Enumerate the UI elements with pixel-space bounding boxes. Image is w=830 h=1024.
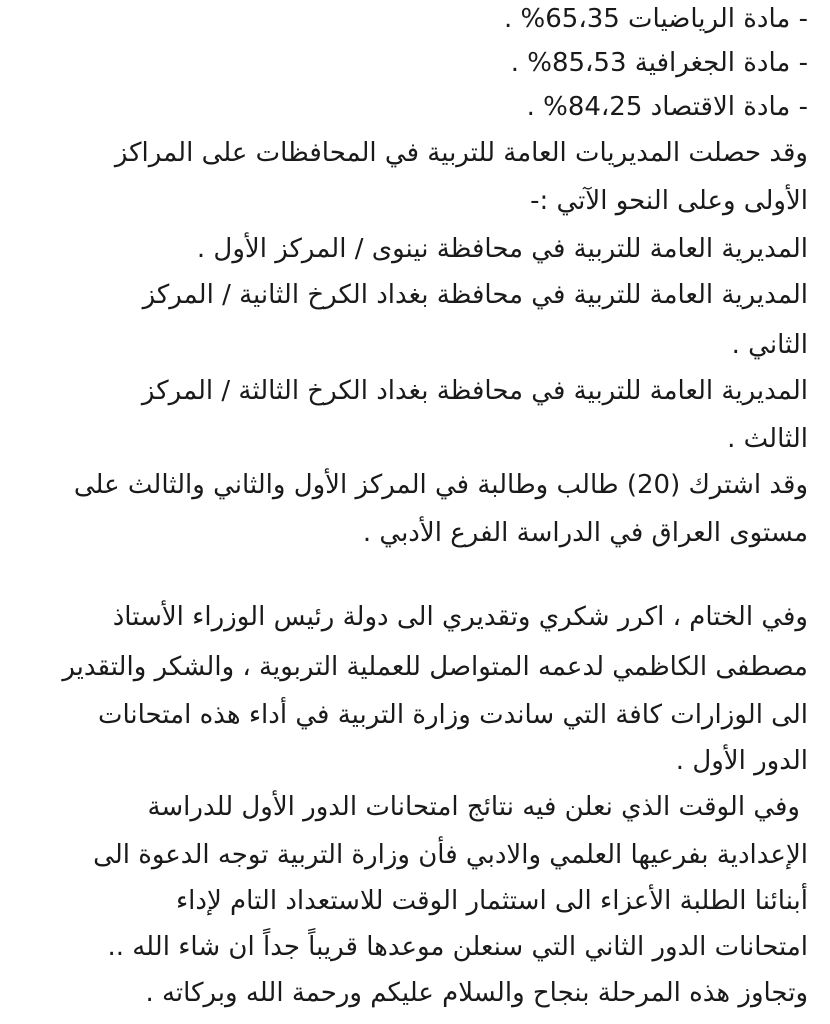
paragraph-line: أبنائنا الطلبة الأعزاء الى استثمار الوقت للاستعداد التام لإداء [175,886,808,916]
paragraph-line: الأولى وعلى النحو الآتي :- [530,186,808,216]
paragraph-line: المديرية العامة للتربية في محافظة نينوى / المركز الأول . [196,234,808,264]
paragraph-line: وفي الختام ، اكرر شكري وتقديري الى دولة رئيس الوزراء الأستاذ [112,602,808,632]
paragraph-line: مصطفى الكاظمي لدعمه المتواصل للعملية التربوية ، والشكر والتقدير [62,652,808,682]
paragraph-line: وقد اشترك (20) طالب وطالبة في المركز الأول والثاني والثالث على [73,470,808,500]
paragraph-line: امتحانات الدور الثاني التي سنعلن موعدها قريباً جداً ان شاء الله .. [107,932,808,962]
paragraph-line: المديرية العامة للتربية في محافظة بغداد الكرخ الثانية / المركز [142,280,808,310]
paragraph-line: الى الوزارات كافة التي ساندت وزارة التربية في أداء هذه امتحانات [97,700,808,730]
paragraph-line: وقد حصلت المديريات العامة للتربية في المحافظات على المراكز [114,138,808,168]
paragraph-line: الإعدادية بفرعيها العلمي والادبي فأن وزارة التربية توجه الدعوة الى [93,840,808,870]
paragraph-line: المديرية العامة للتربية في محافظة بغداد الكرخ الثالثة / المركز [141,376,808,406]
subject-geography: - مادة الجغرافية 85،53% . [510,48,808,78]
subject-math: - مادة الرياضيات 65،35% . [504,4,808,34]
paragraph-line: وتجاوز هذه المرحلة بنجاح والسلام عليكم ورحمة الله وبركاته . [145,978,808,1008]
paragraph-line: الثالث . [727,424,808,454]
paragraph-line: وفي الوقت الذي نعلن فيه نتائج امتحانات الدور الأول للدراسة [147,792,800,822]
subject-economics: - مادة الاقتصاد 84،25% . [526,92,808,122]
paragraph-line: الثاني . [731,330,808,360]
paragraph-line: الدور الأول . [675,746,808,776]
paragraph-line: مستوى العراق في الدراسة الفرع الأدبي . [362,518,808,548]
